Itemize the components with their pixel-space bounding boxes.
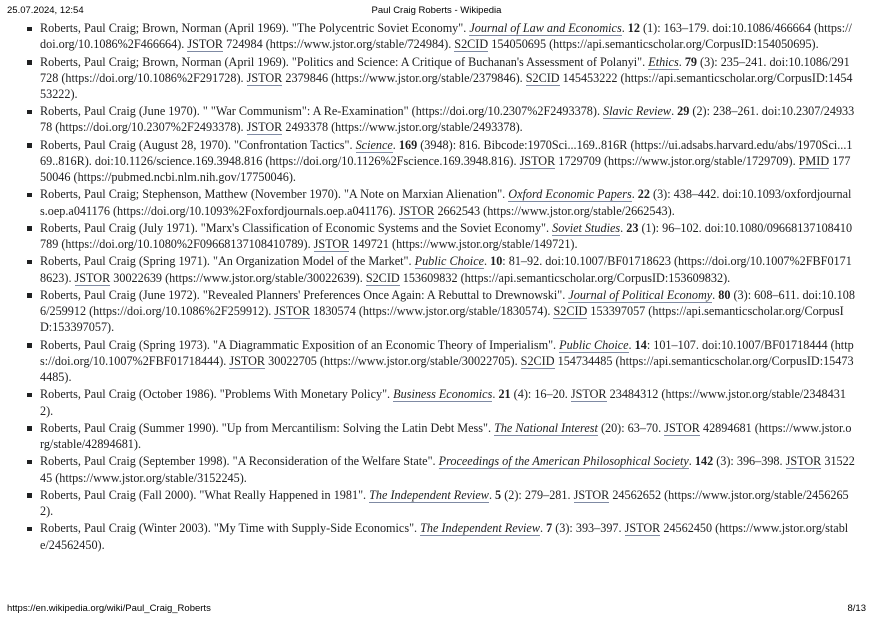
journal-link[interactable]: Oxford Economic Papers [508,187,632,202]
journal-link[interactable]: Business Economics [393,387,493,402]
citation-text: . [392,137,399,152]
citation-text: (3948): 816. [417,137,484,152]
citation-text: . [574,237,578,252]
citation-text: (3): 393–397. [552,521,625,536]
citation-text: . [547,304,554,319]
citation-text: Roberts, Paul Craig (September 1998). "A Reconsideration of the Welfare State". [40,454,439,469]
journal-link[interactable]: Slavic Review [603,104,672,119]
volume: 22 [637,187,650,202]
print-url: https://en.wikipedia.org/wiki/Paul_Craig_Roberts [7,603,211,614]
citation-text: . [671,104,678,119]
citation-text: . [68,270,75,285]
journal-link[interactable]: The National Interest [494,420,598,435]
s2cid-link[interactable]: 154050695 (https://api.semanticscholar.org/CorpusID:154050695) [488,37,816,52]
jstor-link[interactable]: 2493378 (https://www.jstor.org/stable/2493378) [282,120,520,135]
list-item [40,520,855,552]
citation-text: . [484,254,491,269]
jstor-link[interactable]: 24562652 (https://www.jstor.org/stable/24562652) [40,487,849,519]
citation-text: Roberts, Paul Craig (June 1972). "Revealed Planners' Preferences Once Again: A Rebuttal to Drewnowski". [40,287,569,302]
citation-text: . [620,220,627,235]
citation-text: . [111,320,115,335]
doi-link[interactable]: doi:10.2307/2493378 (https://doi.org/10.2307%2F2493378) [40,104,855,135]
journal-link[interactable]: Journal of Law and Economics [469,21,622,35]
citation-text: Roberts, Paul Craig; Brown, Norman (April 1969). "Politics and Science: A Critique of Buchanan's Assessment of Polanyi". [40,54,649,69]
s2cid-link[interactable]: 154734485 (https://api.semanticscholar.org/CorpusID:154734485) [40,353,854,385]
jstor-link[interactable]: 1830574 (https://www.jstor.org/stable/1830574) [310,304,548,319]
citation-text: Roberts, Paul Craig (Fall 2000). "What Really Happened in 1981". [40,487,370,502]
citation-text: . [392,203,399,218]
doi-link[interactable]: doi:10.1086/291728 (https://doi.org/10.1086%2F291728) [40,54,850,85]
list-item [40,186,855,218]
citation-text: . [68,370,72,385]
jstor-label-link[interactable]: JSTOR [246,70,283,85]
jstor-label-link[interactable]: JSTOR [624,521,661,536]
doi-link[interactable]: doi:10.1086/466664 (https://doi.org/10.1086%2F466664) [40,21,852,52]
journal-link[interactable]: Ethics [648,54,679,69]
print-datetime: 25.07.2024, 12:54 [7,5,84,16]
citation-text: . [492,387,499,402]
jstor-label-link[interactable]: JSTOR [274,304,311,319]
s2cid-label-link[interactable]: S2CID [553,304,588,319]
s2cid-link[interactable]: 153609832 (https://api.semanticscholar.org/CorpusID:153609832) [399,270,728,285]
citation-text: . [519,120,523,135]
volume: 142 [694,454,714,469]
journal-link[interactable]: Science [355,137,393,152]
list-item [40,287,855,336]
s2cid-link[interactable]: 153397057 (https://api.semanticscholar.org/CorpusID:153397057) [40,304,844,335]
journal-link[interactable]: The Independent Review [369,487,489,502]
jstor-link[interactable]: 30022639 (https://www.jstor.org/stable/30022639) [110,270,360,285]
citation-text: . [539,521,547,536]
citation-text: Roberts, Paul Craig; Stephenson, Matthew (November 1970). "A Note on Marxian Alienation". [40,187,509,202]
volume: 10 [490,254,503,269]
jstor-link[interactable]: 2662543 (https://www.jstor.org/stable/2662543) [434,203,672,218]
citation-text: (3): 608–611. [730,287,803,302]
citation-text: . [448,37,455,52]
list-item [40,420,855,452]
jstor-label-link[interactable]: JSTOR [664,420,700,435]
doi-link[interactable]: doi:10.1126/science.169.3948.816 (https://doi.org/10.1126%2Fscience.169.3948.816) [94,153,514,168]
jstor-label-link[interactable]: JSTOR [313,237,350,252]
citation-text: . [815,37,819,52]
s2cid-label-link[interactable]: S2CID [454,37,489,52]
jstor-label-link[interactable]: JSTOR [187,37,224,52]
jstor-link[interactable]: 149721 (https://www.jstor.org/stable/149721) [349,237,575,252]
citation-text: Roberts, Paul Craig (Winter 2003). "My Time with Supply-Side Economics". [40,521,421,536]
citation-text: Roberts, Paul Craig (June 1970). [40,104,203,119]
doi-link[interactable]: doi:10.1007/BF01718444 (https://doi.org/10.1007%2FBF01718444) [40,337,854,368]
jstor-link[interactable]: 23484312 (https://www.jstor.org/stable/23484312) [40,387,846,418]
citation-text: Roberts, Paul Craig (October 1986). "Problems With Monetary Policy". [40,387,394,402]
journal-link[interactable]: Public Choice [559,337,629,352]
journal-link[interactable]: Journal of Political Economy [568,287,713,302]
jstor-label-link[interactable]: JSTOR [229,353,266,368]
list-item [40,103,855,135]
citation-text: . [88,153,95,168]
list-item [40,20,855,52]
jstor-link[interactable]: 1729709 (https://www.jstor.org/stable/1729709) [555,153,793,168]
journal-link[interactable]: Soviet Studies [552,220,621,235]
citation-text: (3): 438–442. [649,187,723,202]
citation-text: . [240,70,247,85]
volume: 23 [626,220,639,235]
citation-text: . [513,153,520,168]
citation-text: Roberts, Paul Craig (Spring 1971). "An Organization Model of the Market". [40,254,415,269]
citation-text: (4): 16–20. [510,387,571,402]
jstor-label-link[interactable]: JSTOR [74,270,111,285]
list-item [40,453,855,485]
volume: 7 [546,521,553,536]
citation-text: (3): 235–241. [697,54,770,69]
citation-text: (2): 238–261. [689,104,762,119]
citation-text: . [50,403,54,418]
page-number: 8/13 [847,603,866,614]
citation-text: . [678,54,685,69]
jstor-label-link[interactable]: JSTOR [519,153,556,168]
article-title-link[interactable]: " "War Communism": A Re-Examination" (https://doi.org/10.2307%2F2493378) [202,104,597,119]
citation-text: . [514,353,521,368]
citation-text: . [519,70,526,85]
citation-text: . [137,437,141,452]
citation-text: . [181,37,188,52]
citation-text: Roberts, Paul Craig (August 28, 1970). "Confrontation Tactics". [40,137,356,152]
publications-list [40,20,855,554]
citation-text: . [792,153,799,168]
pmid-link[interactable]: 17750046 (https://pubmed.ncbi.nlm.nih.gov/17750046) [40,153,851,185]
s2cid-label-link[interactable]: S2CID [365,270,400,285]
jstor-link[interactable]: 24562450 (https://www.jstor.org/stable/24562450) [40,521,849,552]
citation-text: . [359,270,366,285]
journal-link[interactable]: Public Choice [414,254,485,269]
doi-link[interactable]: doi:10.1086/259912 (https://doi.org/10.1086%2F259912) [40,287,855,319]
citation-text: . [671,203,675,218]
citation-text: Roberts, Paul Craig (Spring 1973). "A Diagrammatic Exposition of an Economic Theory of Imperialism". [40,337,560,352]
volume: 21 [498,387,511,402]
citation-text: . [243,470,247,485]
volume: 12 [627,21,640,35]
list-item [40,54,855,103]
print-header [7,5,866,19]
jstor-link[interactable]: 42894681 (https://www.jstor.org/stable/42894681) [40,420,852,452]
journal-link[interactable]: The Independent Review [420,521,540,536]
list-item [40,487,855,519]
jstor-link[interactable]: 724984 (https://www.jstor.org/stable/724984) [223,37,449,52]
list-item [40,137,855,186]
citation-text: : 101–107. [646,337,702,352]
journal-link[interactable]: Proceedings of the American Philosophical Society [438,454,689,469]
doi-link[interactable]: doi:10.1007/BF01718623 (https://doi.org/10.1007%2FBF01718623) [40,254,852,285]
citation-text: . [631,187,638,202]
citation-text: . [292,170,296,185]
list-item [40,253,855,285]
citation-text: . [596,104,604,119]
citation-text: . [223,353,230,368]
volume: 80 [718,287,731,302]
citation-text: . [621,21,628,35]
citation-text: . [727,270,731,285]
citation-text: . [240,120,247,135]
citation-text: . [688,454,695,469]
citation-text: Roberts, Paul Craig (Summer 1990). "Up from Mercantilism: Solving the Latin Debt Mess". [40,420,495,435]
jstor-link[interactable]: 30022705 (https://www.jstor.org/stable/30022705) [265,353,515,368]
citation-text: . [101,537,105,552]
citation-text: (1): 96–102. [638,220,705,235]
doi-link[interactable]: doi:10.1080/09668137108410789 (https://doi.org/10.1080%2F09668137108410789) [40,220,853,252]
jstor-label-link[interactable]: JSTOR [398,203,435,218]
list-item [40,220,855,252]
citation-text: (1): 163–179. [639,21,713,35]
jstor-label-link[interactable]: JSTOR [246,120,283,135]
citation-text: . [268,304,275,319]
volume: 14 [634,337,647,352]
jstor-label-link[interactable]: JSTOR [573,487,610,502]
citation-text: Roberts, Paul Craig; Brown, Norman (April 1969). "The Polycentric Soviet Economy". [40,21,470,35]
pmid-label-link[interactable]: PMID [798,153,830,168]
jstor-label-link[interactable]: JSTOR [785,454,822,469]
citation-text: (3): 396–398. [713,454,786,469]
volume: 169 [398,137,418,152]
volume: 5 [495,487,502,502]
doi-link[interactable]: doi:10.1093/oxfordjournals.oep.a041176 (https://doi.org/10.1093%2Foxfordjournals.oep.a041176) [40,187,852,218]
list-item [40,386,855,418]
volume: 29 [677,104,690,119]
print-footer [7,603,866,617]
citation-text: : 81–92. [502,254,546,269]
volume: 79 [684,54,697,69]
s2cid-label-link[interactable]: S2CID [525,70,560,85]
jstor-link[interactable]: 2379846 (https://www.jstor.org/stable/2379846) [282,70,520,85]
s2cid-link[interactable]: 145453222 (https://api.semanticscholar.org/CorpusID:145453222) [40,70,853,101]
bibcode-link[interactable]: Bibcode:1970Sci...169..816R (https://ui.adsabs.harvard.edu/abs/1970Sci...169..816R) [40,137,853,168]
citation-text: . [488,487,496,502]
s2cid-label-link[interactable]: S2CID [520,353,555,368]
citation-text: . [50,504,54,519]
jstor-label-link[interactable]: JSTOR [570,387,607,402]
citation-text: . [712,287,719,302]
citation-text: . [74,86,78,101]
citation-text: (20): 63–70. [600,420,665,435]
citation-text: . [628,337,635,352]
list-item [40,337,855,386]
citation-text: . [307,237,314,252]
print-page-title: Paul Craig Roberts - Wikipedia [371,5,502,16]
citation-text: Roberts, Paul Craig (July 1971). "Marx's Classification of Economic Systems and the Soviet Economy". [40,220,553,235]
jstor-link[interactable]: 3152245 (https://www.jstor.org/stable/3152245) [40,454,855,485]
citation-text: (2): 279–281. [501,487,574,502]
